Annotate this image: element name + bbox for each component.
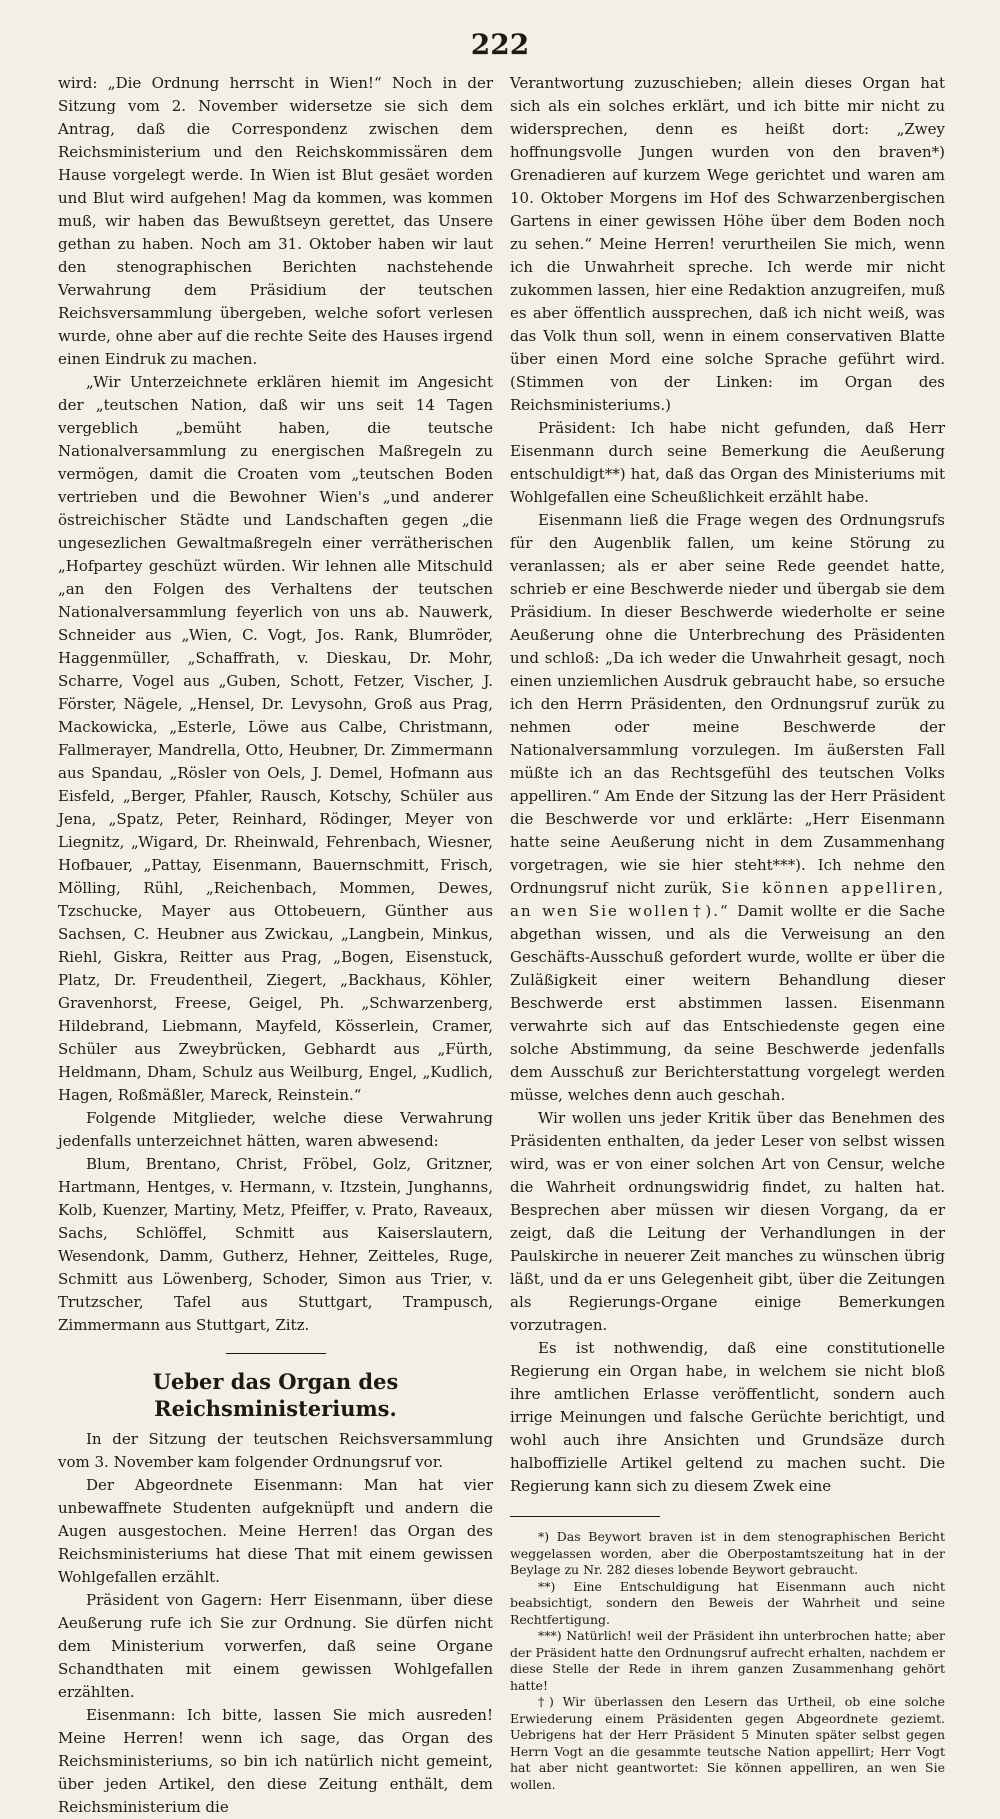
section-paragraph-1: In der Sitzung der teutschen Reichsversammlung vom 3. November kam folgender Ordnungsruf vor. xyxy=(58,1430,493,1471)
section-paragraph-4: Eisenmann: Ich bitte, lassen Sie mich ausreden! Meine Herren! wenn ich sage, das Organ des Reichsministeriums, so bin ich natürlich nicht gemeint, über jeden Artikel, den diese Zeitung enthält, dem Reichsministerium die xyxy=(58,1706,493,1816)
section-heading: Ueber das Organ des Reichsministeriums. xyxy=(152,1369,399,1421)
footnote-3: ***) Natürlich! weil der Präsident ihn unterbrochen hatte; aber der Präsident hatte den Ordnungsruf aufrecht erhalten, nachdem er diese Stelle der Rede in ihrem ganzen Zusammenhang gehört hatte! xyxy=(510,1628,945,1693)
left-column xyxy=(58,72,493,1819)
footnote-2: **) Eine Entschuldigung hat Eisenmann auch nicht beabsichtigt, sondern den Beweis der Wahrheit und seine Rechtfertigung. xyxy=(510,1578,945,1627)
left-paragraph-1: wird: „Die Ordnung herrscht in Wien!“ Noch in der Sitzung vom 2. November widersetze sie sich dem Antrag, daß die Correspondenz zwischen dem Reichsministerium und den Reichskommissären dem Hause vorgelegt werde. In Wien ist Blut gesäet worden und Blut wird aufgehen! Mag da kommen, was kommen muß, wir haben das Bewußtseyn gerettet, das Unsere gethan zu haben. Noch am 31. Oktober haben wir laut den stenographischen Berichten nachstehende Verwahrung dem Präsidium der teutschen Reichsversammlung übergeben, welche sofort verlesen wurde, ohne aber auf die rechte Seite des Hauses irgend einen Eindruk zu machen. xyxy=(58,74,493,368)
right-column xyxy=(510,72,945,1793)
protest-declaration: „Wir Unterzeichnete erklären hiemit im Angesicht der „teutschen Nation, daß wir uns seit 14 Tagen vergeblich „bemüht haben, die teutsche Nationalversammlung zu energischen Maßregeln zu vermögen, damit die Croaten vom „teutschen Boden vertrieben und die Bewohner Wien's „und anderer östreichischer Städte und Landschaften gegen „die ungesezlichen Gewaltmaßregeln einer verrätherischen „Hofpartey geschüzt würden. Wir lehnen alle Mitschuld „an den Folgen des Verhaltens der teutschen Nationalversammlung feyerlich von uns ab. Nauwerk, Schneider aus „Wien, C. Vogt, Jos. Rank, Blumröder, Haggenmüller, „Schaffrath, v. Dieskau, Dr. Mohr, Scharre, Vogel aus „Guben, Schott, Fetzer, Vischer, J. Förster, Nägele, „Hensel, Dr. Levysohn, Groß aus Prag, Mackowicka, „Esterle, Löwe aus Calbe, Christmann, Fallmerayer, Mandrella, Otto, Heubner, Dr. Zimmermann aus Spandau, „Rösler von Oels, J. Demel, Hofmann aus Eisfeld, „Berger, Pfahler, Rausch, Kotschy, Schüler aus Jena, „Spatz, Peter, Reinhard, Rödinger, Meyer von Liegnitz, „Wigard, Dr. Rheinwald, Fehrenbach, Wiesner, Hofbauer, „Pattay, Eisenmann, Bauernschmitt, Frisch, Mölling, Rühl, „Reichenbach, Mommen, Dewes, Tzschucke, Mayer aus Ottobeuern, Günther aus Sachsen, C. Heubner aus Zwickau, „Langbein, Minkus, Riehl, Giskra, Reitter aus Prag, „Bogen, Eisenstuck, Platz, Dr. Freudentheil, Ziegert, „Backhaus, Köhler, Gravenhorst, Freese, Geigel, Ph. „Schwarzenberg, Hildebrand, Liebmann, Mayfeld, Kösserlein, Cramer, Schüler aus Zweybrücken, Gebhardt aus „Fürth, Heldmann, Dham, Schulz aus Weilburg, Engel, „Kudlich, Hagen, Roßmäßler, Mareck, Reinstein.“ xyxy=(58,373,493,1104)
spaced-phrase: Sie können appelliren, an wen Sie wollen†).“ xyxy=(510,879,945,920)
footnote-4: †) Wir überlassen den Lesern das Urtheil, ob eine solche Erwiederung einem Präsidenten gegen Abgeordnete geziemt. Uebrigens hat der Herr Präsident 5 Minuten später selbst gegen Herrn Vogt an die gesammte teutsche Nation appellirt; Herr Vogt hat aber nicht geantwortet: Sie können appelliren, an wen Sie wollen. xyxy=(510,1694,945,1792)
right-paragraph-3-end: Damit wollte er die Sache abgethan wissen, und als die Verweisung an den Geschäfts-Ausschuß gefordert wurde, wollte er über die Zuläßigkeit einer weitern Behandlung dieser Beschwerde erst abstimmen lassen. Eisenmann verwahrte sich auf das Entschiedenste gegen eine solche Abstimmung, da seine Beschwerde jedenfalls dem Ausschuß zur Berichterstattung vorgelegt werden müsse, welches denn auch geschah. xyxy=(510,902,945,1104)
right-paragraph-1: Verantwortung zuzuschieben; allein dieses Organ hat sich als ein solches erklärt, und ich bitte mir nicht zu widersprechen, denn es heißt dort: „Zwey hoffnungsvolle Jungen wurden von den braven*) Grenadieren auf kurzem Wege gerichtet und waren am 10. Oktober Morgens im Hof des Schwarzenbergischen Gartens in einer gewissen Höhe über dem Boden noch zu sehen.“ Meine Herren! verurtheilen Sie mich, wenn ich die Unwahrheit spreche. Ich werde mir nicht zukommen lassen, hier eine Redaktion anzugreifen, muß es aber öffentlich aussprechen, daß ich nicht weiß, was das Volk thun soll, wenn in einem conservativen Blatte über einen Mord eine solche Sprache geführt wird. (Stimmen von der Linken: im Organ des Reichsministeriums.) xyxy=(510,74,945,414)
section-paragraph-2: Der Abgeordnete Eisenmann: Man hat vier unbewaffnete Studenten aufgeknüpft und andern die Augen ausgestochen. Meine Herren! das Organ des Reichsministeriums hat diese That mit einem gewissen Wohlgefallen erzählt. xyxy=(58,1476,493,1586)
right-paragraph-4: Wir wollen uns jeder Kritik über das Benehmen des Präsidenten enthalten, da jeder Leser von selbst wissen wird, was er von einer solchen Art von Censur, welche die Wahrheit ordnungswidrig findet, zu halten hat. Besprechen aber müssen wir diesen Vorgang, da er zeigt, daß die Leitung der Verhandlungen in der Paulskirche in neuerer Zeit manches zu wünschen übrig läßt, und da er uns Gelegenheit gibt, über die Zeitungen als Regierungs-Organe einige Bemerkungen vorzutragen. xyxy=(510,1109,945,1334)
right-paragraph-2: Präsident: Ich habe nicht gefunden, daß Herr Eisenmann durch seine Bemerkung die Aeußerung entschuldigt**) hat, daß das Organ des Ministeriums mit Wohlgefallen eine Scheußlichkeit erzählt habe. xyxy=(510,419,945,506)
absent-intro: Folgende Mitglieder, welche diese Verwahrung jedenfalls unterzeichnet hätten, waren abwesend: xyxy=(58,1109,493,1150)
section-paragraph-3: Präsident von Gagern: Herr Eisenmann, über diese Aeußerung rufe ich Sie zur Ordnung. Sie dürfen nicht dem Ministerium vorwerfen, daß seine Organe Schandthaten mit einem gewissen Wohlgefallen erzählten. xyxy=(58,1591,493,1701)
footnote-rule xyxy=(510,1516,660,1517)
right-paragraph-3-start: Eisenmann ließ die Frage wegen des Ordnungsrufs für den Augenblik fallen, um keine Störung zu veranlassen; als er aber seine Rede geendet hatte, schrieb er eine Beschwerde nieder und übergab sie dem Präsidium. In dieser Beschwerde wiederholte er seine Aeußerung ohne die Unterbrechung des Präsidenten und schloß: „Da ich weder die Unwahrheit gesagt, noch einen unziemlichen Ausdruk gebraucht habe, so ersuche ich den Herrn Präsidenten, den Ordnungsruf zurük zu nehmen oder meine Beschwerde der Nationalversammlung vorzulegen. Im äußersten Fall müßte ich an das Rechtsgefühl des teutschen Volks appelliren.“ Am Ende der Sitzung las der Herr Präsident die Beschwerde vor und erklärte: „Herr Eisenmann hatte seine Aeußerung nicht in dem Zusammenhang vorgetragen, wie sie hier steht***). Ich nehme den Ordnungsruf nicht zurük, xyxy=(510,511,945,897)
footnote-1: *) Das Beywort braven ist in dem stenographischen Bericht weggelassen worden, aber die Oberpostamtszeitung hat in der Beylage zu Nr. 282 dieses lobende Beywort gebraucht. xyxy=(510,1529,945,1577)
absent-members-list: Blum, Brentano, Christ, Fröbel, Golz, Gritzner, Hartmann, Hentges, v. Hermann, v. Itzstein, Junghanns, Kolb, Kuenzer, Martiny, Metz, Pfeiffer, v. Prato, Raveaux, Sachs, Schlöffel, Schmitt aus Kaiserslautern, Wesendonk, Damm, Gutherz, Hehner, Zeitteles, Ruge, Schmitt aus Löwenberg, Schoder, Simon aus Trier, v. Trutzscher, Tafel aus Stuttgart, Trampusch, Zimmermann aus Stuttgart, Zitz. xyxy=(58,1155,493,1334)
right-paragraph-3 xyxy=(510,509,945,1107)
right-paragraph-5: Es ist nothwendig, daß eine constitutionelle Regierung ein Organ habe, in welchem sie nicht bloß ihre amtlichen Erlasse veröffentlicht, sondern auch irrige Meinungen und falsche Gerüchte berichtigt, und wohl auch ihre Ansichten und Grundsäze durch halboffizielle Artikel geltend zu machen sucht. Die Regierung kann sich zu diesem Zwek eine xyxy=(510,1339,945,1495)
section-separator xyxy=(226,1353,326,1354)
page-number: 222 xyxy=(470,28,530,61)
